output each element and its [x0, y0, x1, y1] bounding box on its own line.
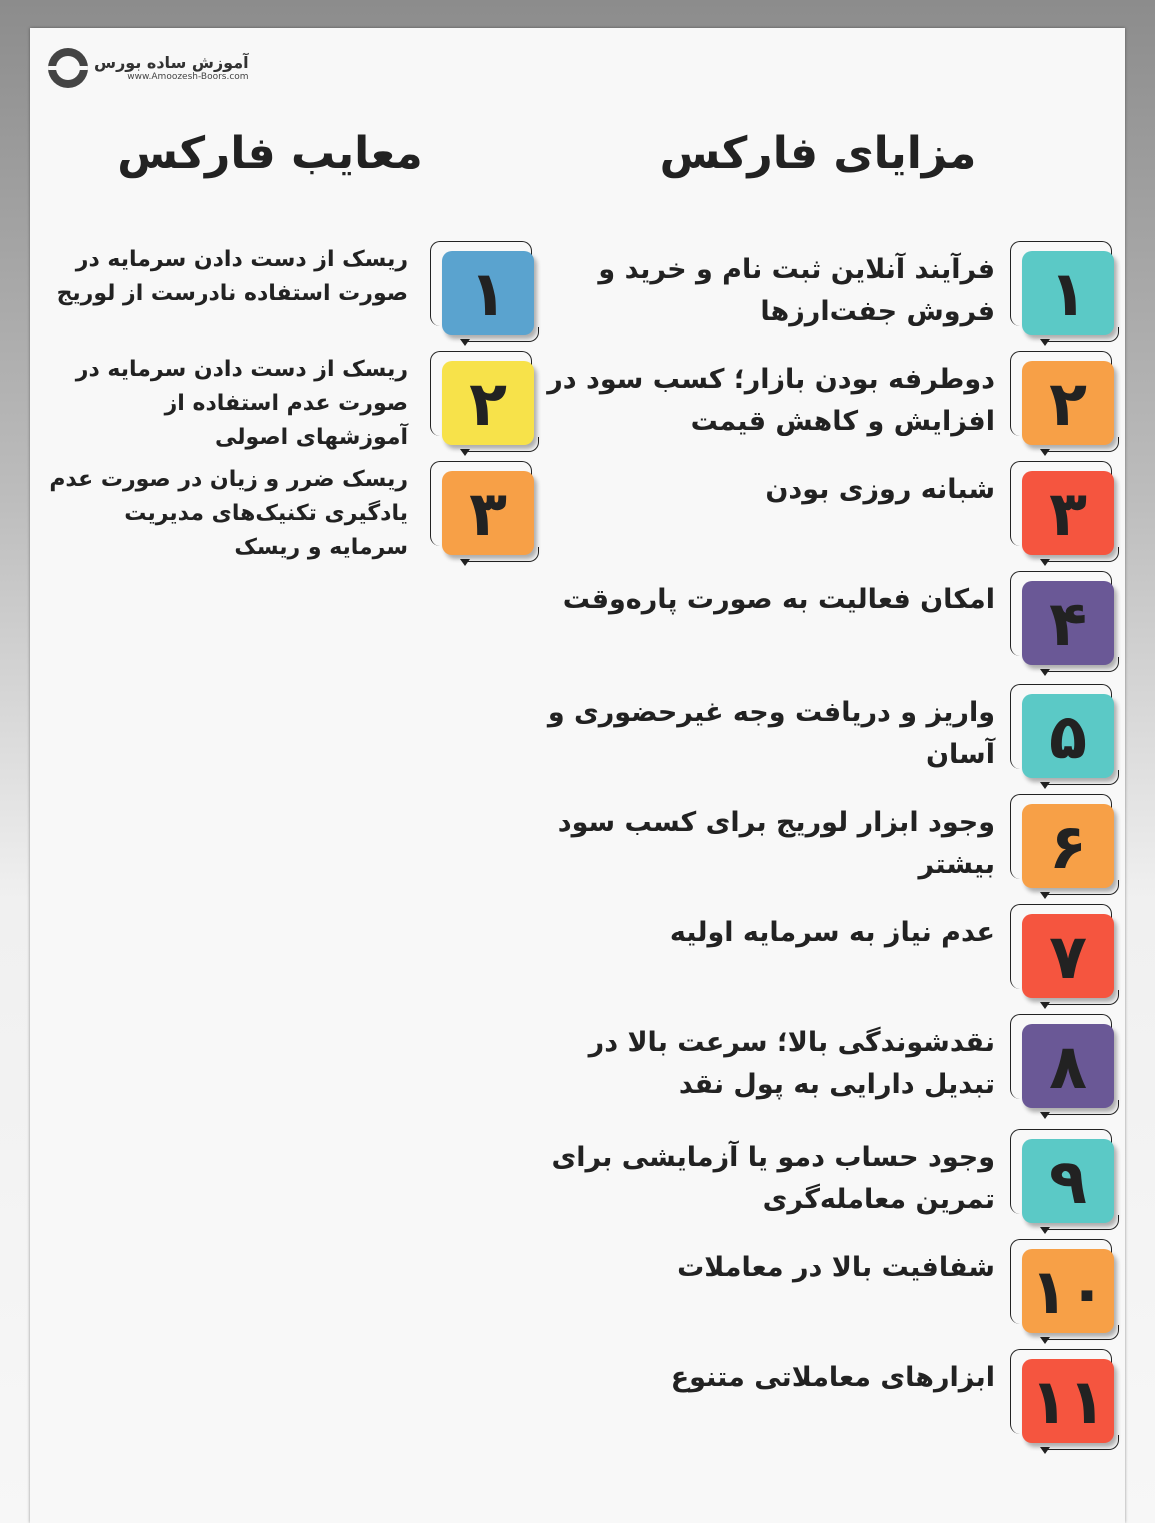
- number-badge: ۹: [1022, 1139, 1114, 1223]
- arrow-down-icon: [1040, 1002, 1050, 1009]
- item-text: وجود حساب دمو یا آزمایشی برای تمرین معامله‌گری: [551, 1142, 995, 1215]
- pros-item: [0, 1018, 1155, 1118]
- number-badge: ۱: [442, 251, 534, 335]
- arrow-down-icon: [1040, 1447, 1050, 1454]
- number-badge-group: [1018, 1018, 1128, 1118]
- number-badge: ۴: [1022, 581, 1114, 665]
- number-badge-group: [1018, 908, 1128, 1008]
- item-text: وجود ابزار لوریج برای کسب سود بیشتر: [557, 807, 995, 880]
- item-text: ریسک از دست دادن سرمایه در صورت عدم استفاده از آموزشهای اصولی: [75, 357, 408, 450]
- item-text: ابزارهای معاملاتی متنوع: [670, 1362, 995, 1393]
- arrow-down-icon: [1040, 1112, 1050, 1119]
- number-badge: ۲: [1022, 361, 1114, 445]
- pros-item: [0, 908, 1155, 1008]
- pros-title: مزایای فارکس: [659, 128, 977, 179]
- arrow-down-icon: [460, 339, 470, 346]
- arrow-down-icon: [1040, 782, 1050, 789]
- cons-item: [0, 465, 1155, 565]
- number-badge-group: [1018, 575, 1128, 675]
- number-badge-group: [1018, 688, 1128, 788]
- number-badge: ۳: [442, 471, 534, 555]
- number-badge: ۳: [1022, 471, 1114, 555]
- arrow-down-icon: [1040, 1337, 1050, 1344]
- item-text: فرآیند آنلاین ثبت نام و خرید و فروش جفت‌ارزها: [598, 254, 995, 327]
- globe-icon: [48, 48, 88, 88]
- item-text: واریز و دریافت وجه غیرحضوری و آسان: [547, 697, 995, 770]
- number-badge-group: [438, 245, 548, 345]
- number-badge-group: [1018, 1133, 1128, 1233]
- item-text: شبانه روزی بودن: [765, 474, 995, 505]
- cons-title: معایب فارکس: [117, 128, 423, 179]
- pros-item: [0, 1133, 1155, 1233]
- number-badge: ۸: [1022, 1024, 1114, 1108]
- number-badge-group: [438, 355, 548, 455]
- cons-item: [0, 355, 1155, 455]
- item-text: امکان فعالیت به صورت پاره‌وقت: [562, 584, 995, 615]
- number-badge: ۲: [442, 361, 534, 445]
- pros-item: [0, 1243, 1155, 1343]
- number-badge: ۶: [1022, 804, 1114, 888]
- number-badge-group: [438, 465, 548, 565]
- item-text: دوطرفه بودن بازار؛ کسب سود در افزایش و کاهش قیمت: [547, 364, 995, 437]
- number-badge-group: [1018, 798, 1128, 898]
- item-text: ریسک ضرر و زیان در صورت عدم یادگیری تکنیک‌های مدیریت سرمایه و ریسک: [49, 467, 408, 560]
- item-text: شفافیت بالا در معاملات: [677, 1252, 995, 1283]
- number-badge: ۵: [1022, 694, 1114, 778]
- number-badge-group: [1018, 1243, 1128, 1343]
- arrow-down-icon: [1040, 892, 1050, 899]
- number-badge: ۱: [1022, 251, 1114, 335]
- number-badge-group: [1018, 1353, 1128, 1453]
- pros-item: [0, 1353, 1155, 1453]
- arrow-down-icon: [460, 559, 470, 566]
- pros-item: [0, 688, 1155, 788]
- item-text: عدم نیاز به سرمایه اولیه: [669, 917, 995, 948]
- number-badge: ۷: [1022, 914, 1114, 998]
- cons-item: [0, 245, 1155, 345]
- number-badge: ۱۰: [1022, 1249, 1114, 1333]
- arrow-down-icon: [460, 449, 470, 456]
- item-text: نقدشوندگی بالا؛ سرعت بالا در تبدیل دارایی به پول نقد: [588, 1027, 995, 1100]
- logo-name: آموزش ساده بورس: [94, 52, 249, 72]
- arrow-down-icon: [1040, 1227, 1050, 1234]
- item-text: ریسک از دست دادن سرمایه در صورت استفاده نادرست از لوریج: [56, 247, 408, 306]
- logo-url: www.Amoozesh-Boors.com: [127, 71, 249, 82]
- pros-item: [0, 798, 1155, 898]
- number-badge: ۱۱: [1022, 1359, 1114, 1443]
- arrow-down-icon: [1040, 669, 1050, 676]
- logo: [48, 48, 249, 88]
- pros-item: [0, 575, 1155, 675]
